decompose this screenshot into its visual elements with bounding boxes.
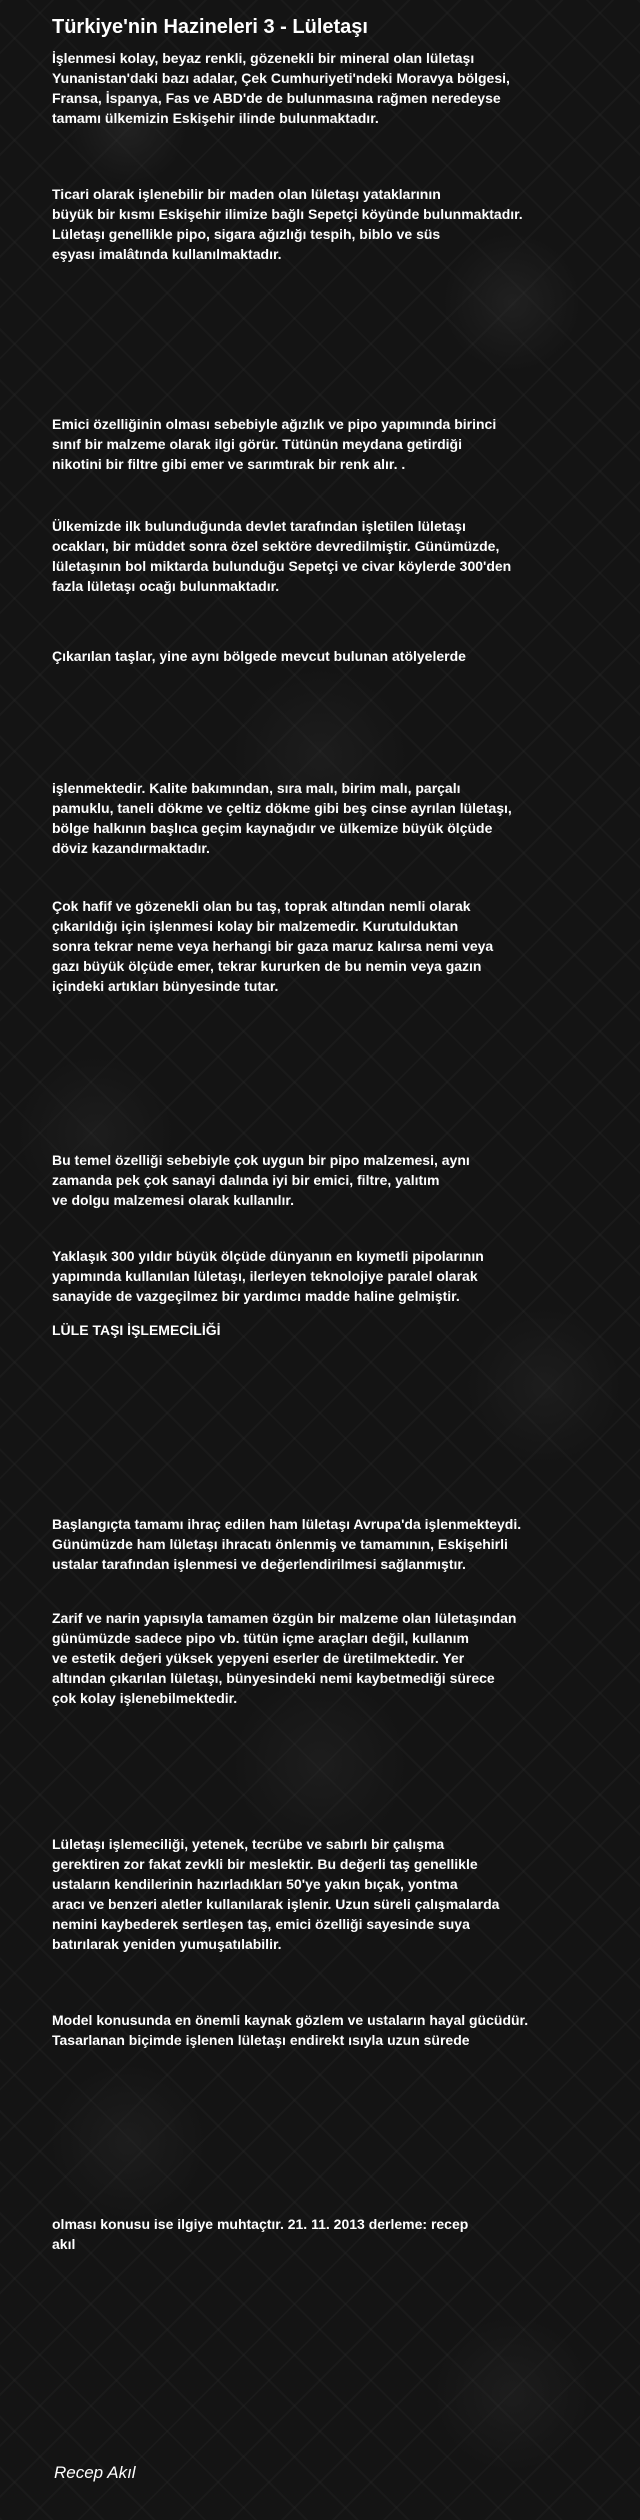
paragraph: Model konusunda en önemli kaynak gözlem ve ustaların hayal gücüdür. Tasarlanan biçimde işlenen lületaşı endirekt ısıyla uzun sürede xyxy=(52,2012,529,2048)
paragraph: olması konusu ise ilgiye muhtaçtır. 21. 11. 2013 derleme: recep akıl xyxy=(52,2216,469,2252)
paragraph: Ülkemizde ilk bulunduğunda devlet tarafından işletilen lületaşı ocakları, bir müddet sonra özel sektöre devredilmiştir. Günümüzde, lületaşının bol miktarda bulunduğu Sepetçi ve civar köylerde 300'den fazla lületaşı ocağı bulunmaktadır. xyxy=(52,518,512,594)
paragraph: Ticari olarak işlenebilir bir maden olan lületaşı yataklarının büyük bir kısmı Eskişehir ilimize bağlı Sepetçi köyünde bulunmaktadır. Lületaşı genellikle pipo, sigara ağızlığı tespih, biblo ve süs eşyası imalâtında kullanılmaktadır. xyxy=(52,186,523,262)
paragraph: Emici özelliğinin olması sebebiyle ağızlık ve pipo yapımında birinci sınıf bir malzeme olarak ilgi görür. Tütünün meydana getirdiği nikotini bir filtre gibi emer ve sarımtırak bir renk alır. . xyxy=(52,416,497,472)
author-signature: Recep Akıl xyxy=(54,2463,136,2482)
paragraph: İşlenmesi kolay, beyaz renkli, gözenekli bir mineral olan lületaşı Yunanistan'daki bazı adalar, Çek Cumhuriyeti'ndeki Moravya bölgesi, Fransa, İspanya, Fas ve ABD'de de bulunmasına rağmen neredeyse tamamı ülkemizin Eskişehir ilinde bulunmaktadır. xyxy=(52,50,510,126)
page-title: Türkiye'nin Hazineleri 3 - Lületaşı xyxy=(52,16,368,38)
paragraph: Çok hafif ve gözenekli olan bu taş, toprak altından nemli olarak çıkarıldığı için işlenmesi kolay bir malzemedir. Kurutulduktan sonra tekrar neme veya herhangi bir gaza maruz kalırsa nemi veya gazı büyük ölçüde emer, tekrar kururken de bu nemin veya gazın içindeki artıkları bünyesinde tutar. xyxy=(52,898,494,994)
paragraph: Yaklaşık 300 yıldır büyük ölçüde dünyanın en kıymetli pipolarının yapımında kullanılan lületaşı, ilerleyen teknolojiye paralel olarak sanayide de vazgeçilmez bir yardımcı madde haline gelmiştir. xyxy=(52,1248,484,1304)
paragraph: işlenmektedir. Kalite bakımından, sıra malı, birim malı, parçalı pamuklu, taneli dökme ve çeltiz dökme gibi beş cinse ayrılan lületaşı, bölge halkının başlıca geçim kaynağıdır ve ülkemize büyük ölçüde döviz kazandırmaktadır. xyxy=(52,780,512,856)
paragraph: Başlangıçta tamamı ihraç edilen ham lületaşı Avrupa'da işlenmekteydi. Günümüzde ham lületaşı ihracatı önlenmiş ve tamamının, Eskişehirli ustalar tarafından işlenmesi ve değerlendirilmesi sağlanmıştır. xyxy=(52,1516,522,1572)
paragraph: Bu temel özelliği sebebiyle çok uygun bir pipo malzemesi, aynı zamanda pek çok sanayi dalında iyi bir emici, filtre, yalıtım ve dolgu malzemesi olarak kullanılır. xyxy=(52,1152,470,1208)
paragraph: Çıkarılan taşlar, yine aynı bölgede mevcut bulunan atölyelerde xyxy=(52,648,466,664)
paragraph: Zarif ve narin yapısıyla tamamen özgün bir malzeme olan lületaşından günümüzde sadece pipo vb. tütün içme araçları değil, kullanım ve estetik değeri yüksek yepyeni eserler de üretilmektedir. Yer altından çıkarılan lületaşı, bünyesindeki nemi kaybetmediği sürece çok kolay işlenebilmektedir. xyxy=(52,1610,517,1706)
paragraph: Lületaşı işlemeciliği, yetenek, tecrübe ve sabırlı bir çalışma gerektiren zor fakat zevkli bir meslektir. Bu değerli taş genellikle ustaların kendilerinin hazırladıkları 50'ye yakın bıçak, yontma aracı ve benzeri aletler kullanılarak işlenir. Uzun süreli çalışmalarda nemini kaybederek sertleşen taş, emici özelliği sayesinde suya batırılarak yeniden yumuşatılabilir. xyxy=(52,1836,500,1952)
section-heading: LÜLE TAŞI İŞLEMECİLİĞİ xyxy=(52,1322,221,1338)
